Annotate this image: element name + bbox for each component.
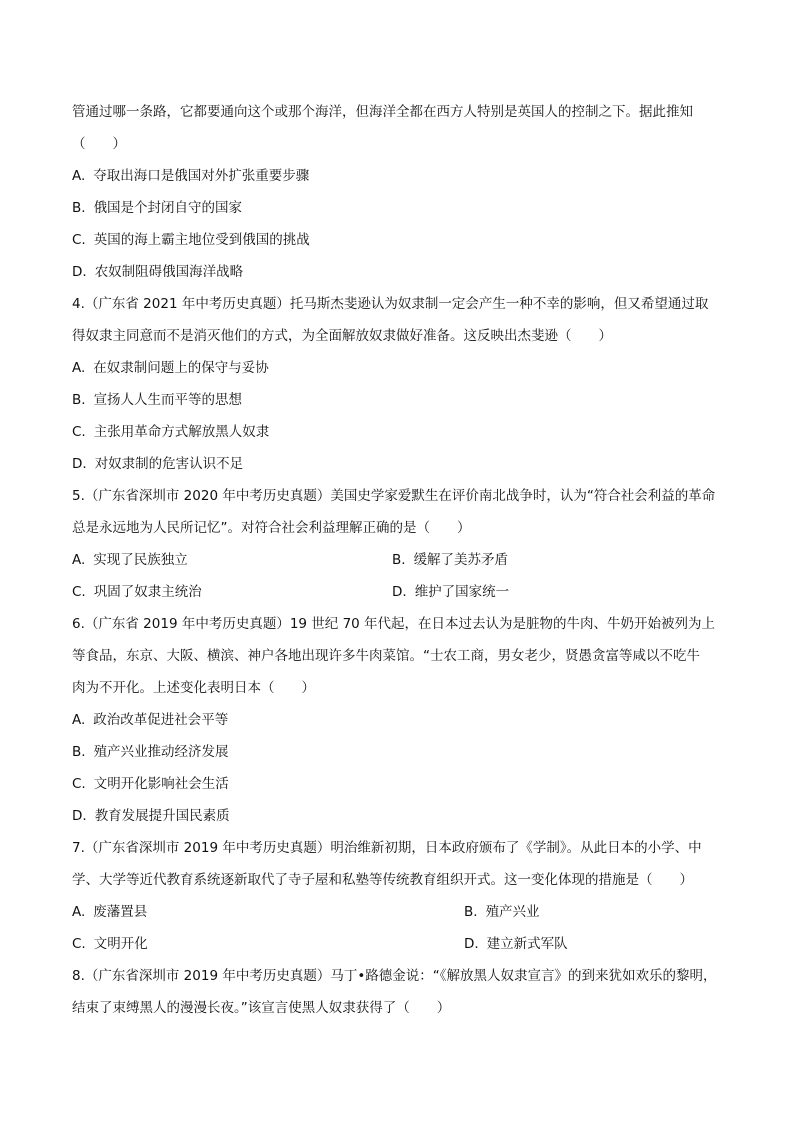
question-8-stem-line-1: 8.（广东省深圳市 2019 年中考历史真题）马丁•路德金说：“《解放黑人奴隶宣言》的到来犹如欢乐的黎明，	[72, 968, 717, 984]
question-5-option-d	[392, 576, 509, 608]
option-letter: D.	[392, 584, 407, 600]
option-letter: C.	[72, 424, 86, 440]
question-4-option-b	[72, 384, 732, 416]
option-letter: A.	[72, 712, 86, 728]
question-5-options-row-2	[72, 576, 732, 608]
question-6-option-a	[72, 704, 732, 736]
question-6-stem-line-3: 肉为不开化。上述变化表明日本（ ）	[72, 680, 315, 696]
option-text: 宣扬人人生而平等的思想	[93, 392, 243, 408]
question-3-stem-line-1: 管通过哪一条路，它都要通向这个或那个海洋，但海洋全都在西方人特别是英国人的控制之下。据此推知	[72, 104, 693, 120]
question-4-stem-line-2: 得奴隶主同意而不是消灭他们的方式，为全面解放奴隶做好准备。这反映出杰斐逊（ ）	[72, 328, 612, 344]
question-3-option-b	[72, 192, 732, 224]
option-letter: B.	[72, 200, 86, 216]
option-letter: A.	[72, 904, 86, 920]
question-5-option-c	[72, 576, 392, 608]
option-letter: B.	[464, 904, 478, 920]
option-letter: A.	[72, 360, 86, 376]
question-7-options-row-1	[72, 896, 732, 928]
question-3-option-d	[72, 256, 732, 288]
option-letter: C.	[72, 584, 86, 600]
option-letter: A.	[72, 168, 86, 184]
exam-page	[72, 96, 732, 1024]
question-5-stem-line-2: 总是永远地为人民所记忆”。对符合社会利益理解正确的是（ ）	[72, 520, 471, 536]
option-text: 俄国是个封闭自守的国家	[93, 200, 243, 216]
question-4-stem-line-1: 4.（广东省 2021 年中考历史真题）托马斯杰斐逊认为奴隶制一定会产生一种不幸的影响，但又希望通过取	[72, 296, 709, 312]
option-letter: D.	[72, 456, 87, 472]
option-text: 巩固了奴隶主统治	[93, 584, 202, 600]
question-3-stem-line-2: （ ）	[72, 136, 126, 152]
option-text: 缓解了美苏矛盾	[413, 552, 509, 568]
option-letter: C.	[72, 776, 86, 792]
question-7-option-c	[72, 928, 464, 960]
option-text: 文明开化	[93, 936, 148, 952]
option-letter: C.	[72, 232, 86, 248]
option-letter: D.	[464, 936, 479, 952]
question-4-option-c	[72, 416, 732, 448]
question-6-stem-line-1: 6.（广东省 2019 年中考历史真题）19 世纪 70 年代起，在日本过去认为是脏物的牛肉、牛奶开始被列为上	[72, 616, 716, 632]
question-4-option-d	[72, 448, 732, 480]
question-4-option-a	[72, 352, 732, 384]
option-letter: B.	[72, 392, 86, 408]
question-5-stem-line-1: 5.（广东省深圳市 2020 年中考历史真题）美国史学家爱默生在评价南北战争时，认为“符合社会利益的革命	[72, 488, 716, 504]
option-letter: C.	[72, 936, 86, 952]
option-text: 实现了民族独立	[93, 552, 188, 568]
question-7-stem-line-1: 7.（广东省深圳市 2019 年中考历史真题）明治维新初期，日本政府颁布了《学制》。从此日本的小学、中	[72, 840, 702, 856]
option-letter: B.	[392, 552, 406, 568]
option-text: 废藩置县	[93, 904, 148, 920]
question-7-options-row-2	[72, 928, 732, 960]
option-text: 建立新式军队	[486, 936, 568, 952]
question-5-option-b	[392, 544, 508, 576]
question-7-option-a	[72, 896, 464, 928]
question-6-stem-line-2: 等食品，东京、大阪、横滨、神户各地出现许多牛肉菜馆。“士农工商，男女老少，贤愚贪富等咸以不吃牛	[72, 648, 700, 664]
question-8-stem-line-2: 结束了束缚黑人的漫漫长夜。”该宣言使黑人奴隶获得了（ ）	[72, 1000, 451, 1016]
option-text: 主张用革命方式解放黑人奴隶	[93, 424, 270, 440]
question-5-option-a	[72, 544, 392, 576]
option-text: 农奴制阻碍俄国海洋战略	[94, 264, 244, 280]
option-text: 对奴隶制的危害认识不足	[94, 456, 244, 472]
option-text: 维护了国家统一	[414, 584, 510, 600]
option-text: 殖产兴业推动经济发展	[93, 744, 229, 760]
question-3-option-a	[72, 160, 732, 192]
question-6-option-b	[72, 736, 732, 768]
option-text: 文明开化影响社会生活	[93, 776, 229, 792]
option-letter: B.	[72, 744, 86, 760]
question-6-option-c	[72, 768, 732, 800]
option-text: 英国的海上霸主地位受到俄国的挑战	[93, 232, 310, 248]
question-7-option-d	[464, 928, 568, 960]
option-text: 夺取出海口是俄国对外扩张重要步骤	[93, 168, 310, 184]
option-text: 殖产兴业	[485, 904, 540, 920]
question-7-stem-line-2: 学、大学等近代教育系统逐新取代了寺子屋和私塾等传统教育组织开式。这一变化体现的措施是（ ）	[72, 872, 693, 888]
question-6-option-d	[72, 800, 732, 832]
question-7-option-b	[464, 896, 540, 928]
option-text: 政治改革促进社会平等	[93, 712, 229, 728]
question-3-option-c	[72, 224, 732, 256]
option-text: 教育发展提升国民素质	[94, 808, 230, 824]
question-5-options-row-1	[72, 544, 732, 576]
option-text: 在奴隶制问题上的保守与妥协	[93, 360, 269, 376]
option-letter: D.	[72, 808, 87, 824]
option-letter: D.	[72, 264, 87, 280]
option-letter: A.	[72, 552, 86, 568]
